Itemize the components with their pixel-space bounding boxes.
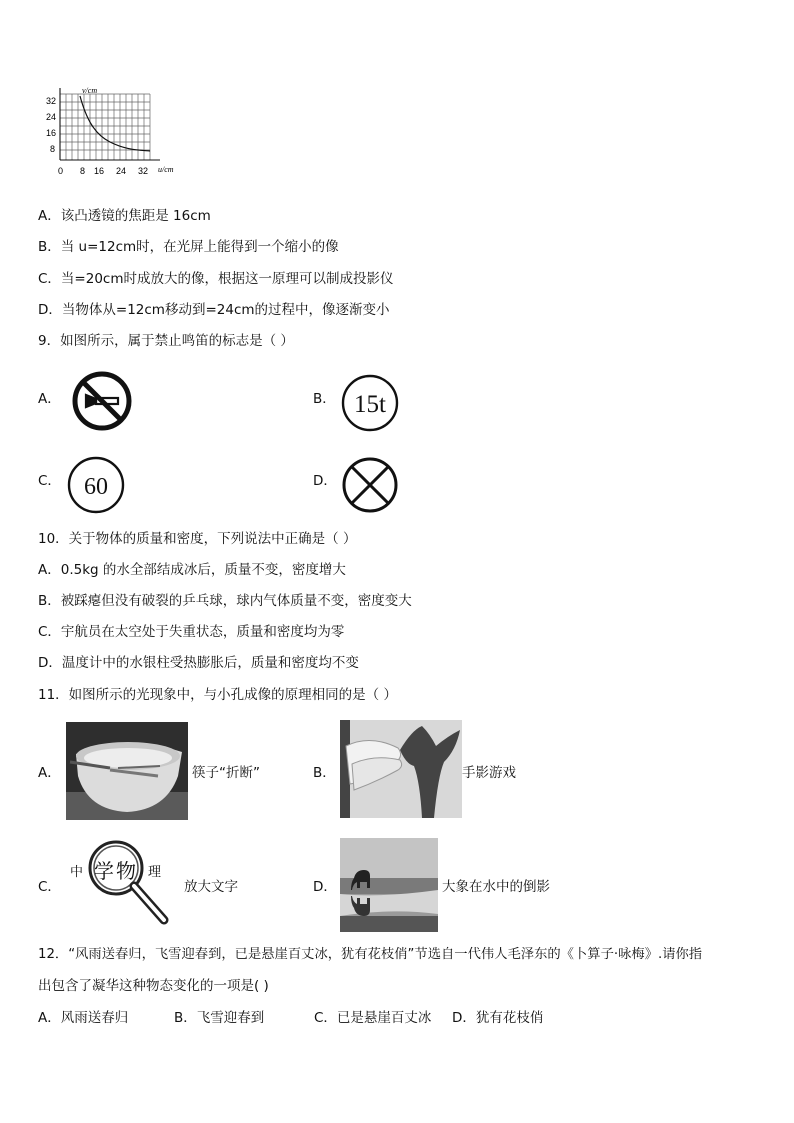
- q12-option-a: A．风雨送春归: [38, 1010, 129, 1026]
- q11-label-d: D．: [313, 879, 337, 895]
- q11-label-b: B．: [313, 765, 336, 781]
- graph-y-tick: 16: [46, 128, 57, 138]
- no-horn-sign-icon: [70, 369, 134, 433]
- magnifier-char: 物: [116, 859, 136, 883]
- q10-option-c: C．宇航员在太空处于失重状态，质量和密度均为零: [38, 624, 345, 640]
- graph-curve: [80, 96, 150, 151]
- q10-option-a: A．0.5kg 的水全部结成冰后，质量不变，密度增大: [38, 562, 346, 578]
- q8-option-d: D．当物体从=12cm移动到=24cm的过程中，像逐渐变小: [38, 302, 390, 318]
- graph-x-tick: 8: [80, 166, 86, 176]
- magnifier-text-image: [64, 836, 176, 930]
- graph-y-label: v/cm: [82, 86, 98, 95]
- graph-axes: [60, 88, 160, 160]
- q8-option-c: C．当=20cm时成放大的像，根据这一原理可以制成投影仪: [38, 271, 394, 287]
- weight-limit-sign-icon: [340, 373, 400, 433]
- q8-option-a: A．该凸透镜的焦距是 16cm: [38, 208, 211, 224]
- hand-shadow-photo: [340, 720, 462, 818]
- graph-x-tick: 24: [116, 166, 127, 176]
- q9-label-b: B．: [313, 391, 336, 407]
- v-u-graph: [38, 84, 194, 192]
- q11-label-c: C．: [38, 879, 61, 895]
- graph-x-tick: 32: [138, 166, 149, 176]
- graph-x-tick: 16: [94, 166, 105, 176]
- q9-stem: 9．如图所示，属于禁止鸣笛的标志是（ ）: [38, 333, 294, 349]
- q9-label-a: A．: [38, 391, 61, 407]
- q12-stem-line1: 12．“风雨送春归，飞雪迎春到，已是悬崖百丈冰，犹有花枝俏”节选自一代伟人毛泽东的《卜算子·咏梅》.请你指: [38, 947, 703, 962]
- magnifier-char: 学: [94, 859, 114, 883]
- no-entry-cross-sign-icon: [340, 455, 400, 515]
- q9-label-c: C．: [38, 473, 61, 489]
- magnifier-char: 中: [70, 865, 84, 880]
- speed-limit-sign-icon: [66, 455, 126, 515]
- q10-option-b: B．被踩瘪但没有破裂的乒乓球，球内气体质量不变，密度变大: [38, 593, 412, 609]
- magnifier-char: 理: [148, 865, 162, 880]
- q10-stem: 10．关于物体的质量和密度，下列说法中正确是（ ）: [38, 531, 357, 547]
- chopsticks-in-bowl-photo: [66, 722, 188, 820]
- q11-caption-b: 手影游戏: [462, 765, 516, 781]
- q11-label-a: A．: [38, 765, 61, 781]
- q11-caption-d: 大象在水中的倒影: [442, 879, 550, 895]
- elephant-reflection-photo: [340, 838, 438, 932]
- q9-label-d: D．: [313, 473, 337, 489]
- graph-y-tick: 24: [46, 112, 57, 122]
- sign-b-text: 15t: [354, 391, 386, 418]
- q11-caption-a: 筷子“折断”: [192, 765, 260, 781]
- q10-option-d: D．温度计中的水银柱受热膨胀后，质量和密度均不变: [38, 655, 359, 671]
- q12-option-c: C．已是悬崖百丈冰: [314, 1010, 432, 1026]
- graph-x-label: u/cm: [158, 165, 174, 174]
- graph-y-tick: 8: [50, 144, 56, 154]
- sign-c-text: 60: [84, 474, 108, 500]
- q11-caption-c: 放大文字: [184, 879, 238, 895]
- q12-stem-line2: 出包含了凝华这种物态变化的一项是( ): [38, 978, 269, 994]
- q11-stem: 11．如图所示的光现象中，与小孔成像的原理相同的是（ ）: [38, 687, 397, 703]
- q12-option-d: D．犹有花枝俏: [452, 1010, 544, 1026]
- q12-option-b: B．飞雪迎春到: [174, 1010, 265, 1026]
- graph-y-tick: 32: [46, 96, 57, 106]
- q8-option-b: B．当 u=12cm时，在光屏上能得到一个缩小的像: [38, 239, 339, 255]
- graph-x-tick: 0: [58, 166, 64, 176]
